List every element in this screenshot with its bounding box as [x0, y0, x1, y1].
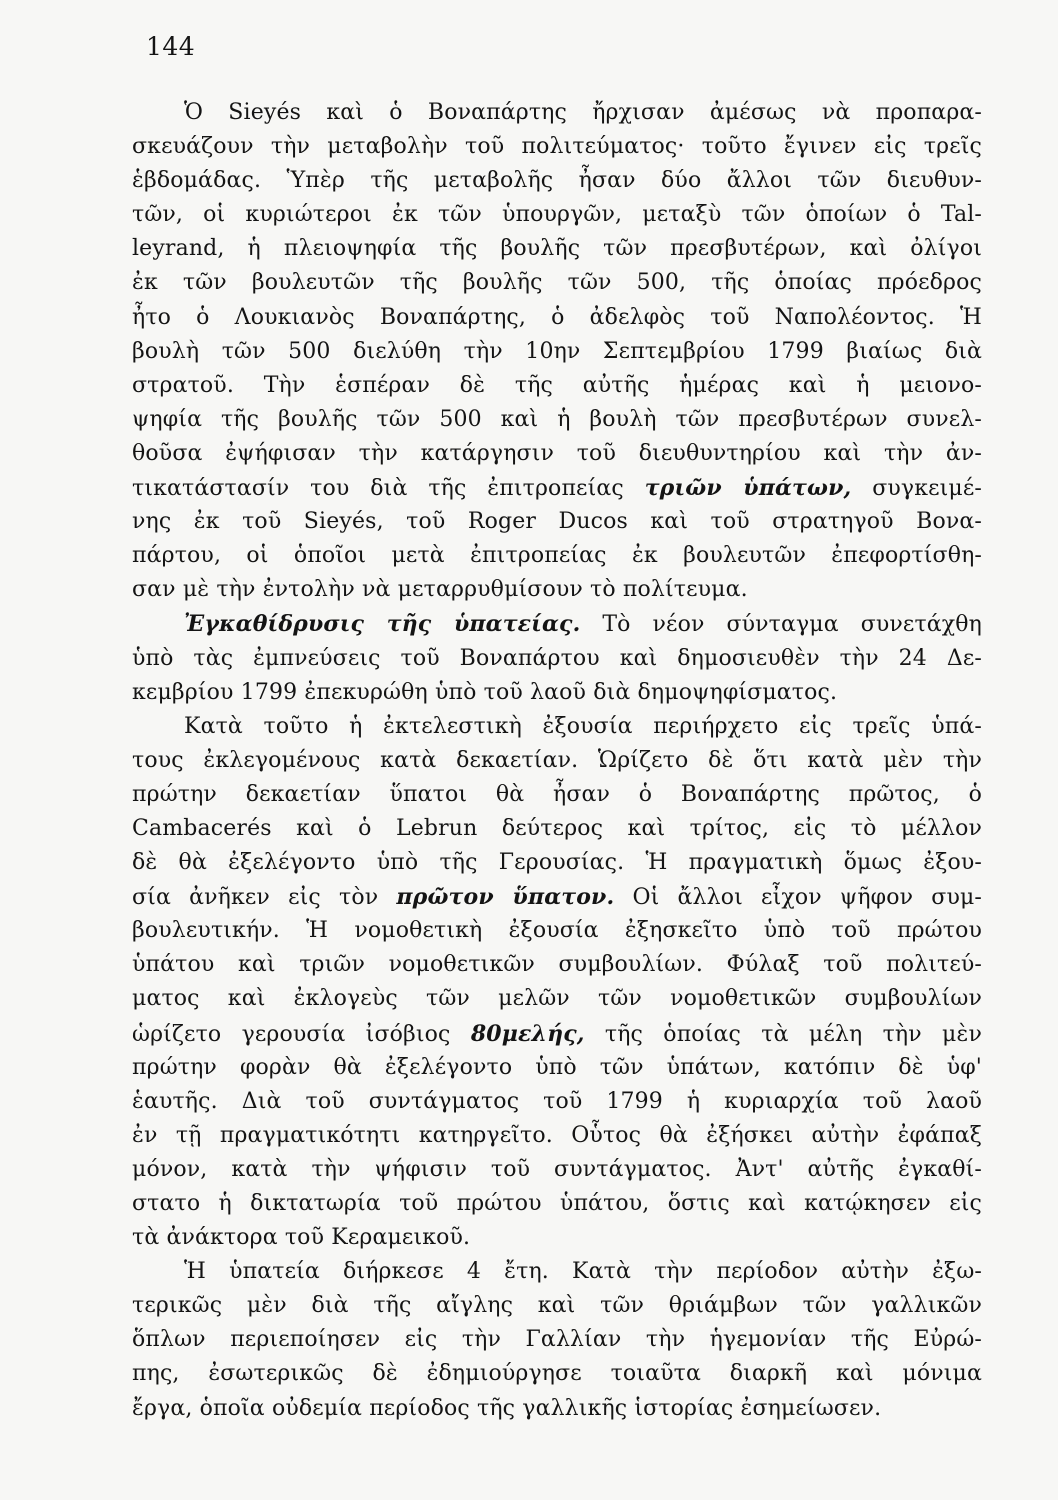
- text-segment: σαν μὲ τὴν ἐντολὴν νὰ μεταρρυθμίσουν τὸ πολίτευμα.: [132, 577, 748, 603]
- text-segment: ἐκ τῶν βουλευτῶν τῆς βουλῆς τῶν 500, τῆς ὁποίας πρόεδρος: [132, 270, 982, 296]
- text-segment: βουλευτικήν. Ἡ νομοθετικὴ ἐξουσία ἐξησκεῖτο ὑπὸ τοῦ πρώτου: [132, 918, 982, 944]
- emphasized-text: τριῶν ὑπάτων,: [644, 475, 852, 502]
- text-line: [132, 778, 982, 812]
- text-line: [132, 982, 982, 1016]
- text-line: [132, 1017, 982, 1051]
- text-line: [132, 1289, 982, 1323]
- text-line: [132, 471, 982, 505]
- text-line: [132, 335, 982, 369]
- text-segment: νης ἐκ τοῦ Sieyés, τοῦ Roger Ducos καὶ τοῦ στρατηγοῦ Βονα-: [132, 509, 982, 535]
- text-segment: σκευάζουν τὴν μεταβολὴν τοῦ πολιτεύματος· τοῦτο ἔγινεν εἰς τρεῖς: [132, 134, 982, 160]
- text-segment: συγκειμέ-: [851, 476, 983, 502]
- text-line: [132, 437, 982, 471]
- text-line: [132, 1255, 982, 1289]
- text-segment: ὅπλων περιεποίησεν εἰς τὴν Γαλλίαν τὴν ἡγεμονίαν τῆς Εὐρώ-: [132, 1327, 982, 1353]
- emphasized-text: Ἐγκαθίδρυσις τῆς ὑπατείας.: [184, 611, 581, 638]
- text-segment: τερικῶς μὲν διὰ τῆς αἴγλης καὶ τῶν θριάμβων τῶν γαλλικῶν: [132, 1293, 982, 1319]
- text-segment: ἐν τῇ πραγματικότητι κατηργεῖτο. Οὗτος θὰ ἐξήσκει αὐτὴν ἐφάπαξ: [132, 1122, 982, 1148]
- text-segment: ὑπὸ τὰς ἐμπνεύσεις τοῦ Βοναπάρτου καὶ δημοσιευθὲν τὴν 24 Δε-: [132, 645, 982, 671]
- text-segment: δὲ θὰ ἐξελέγοντο ὑπὸ τῆς Γερουσίας. Ἡ πραγματικὴ ὅμως ἐξου-: [132, 850, 982, 876]
- text-line: [132, 676, 982, 710]
- text-segment: Cambacerés καὶ ὁ Lebrun δεύτερος καὶ τρίτος, εἰς τὸ μέλλον: [132, 815, 982, 841]
- text-segment: Ὁ Sieyés καὶ ὁ Βοναπάρτης ἤρχισαν ἀμέσως νὰ προπαρα-: [184, 100, 982, 125]
- text-segment: πρώτην φορὰν θὰ ἐξελέγοντο ὑπὸ τῶν ὑπάτων, κατόπιν δὲ ὑφ': [132, 1054, 982, 1080]
- text-line: [132, 301, 982, 335]
- text-segment: ἦτο ὁ Λουκιανὸς Βοναπάρτης, ὁ ἀδελφὸς τοῦ Ναπολέοντος. Ἡ: [132, 304, 982, 330]
- text-segment: ἔργα, ὁποῖα οὐδεμία περίοδος τῆς γαλλικῆς ἱστορίας ἐσημείωσεν.: [132, 1395, 882, 1421]
- text-line: [132, 369, 982, 403]
- text-segment: ὡρίζετο γερουσία ἰσόβιος: [132, 1021, 471, 1047]
- text-line: [132, 96, 982, 130]
- text-line: [132, 1153, 982, 1187]
- text-segment: ματος καὶ ἐκλογεὺς τῶν μελῶν τῶν νομοθετικῶν συμβουλίων: [132, 986, 982, 1012]
- text-line: [132, 1221, 982, 1255]
- text-line: [132, 880, 982, 914]
- text-segment: τῆς ὁποίας τὰ μέλη τὴν μὲν: [584, 1021, 982, 1047]
- text-line: [132, 710, 982, 744]
- text-line: [132, 403, 982, 437]
- text-line: [132, 1119, 982, 1153]
- text-segment: ὑπάτου καὶ τριῶν νομοθετικῶν συμβουλίων. Φύλαξ τοῦ πολιτεύ-: [132, 952, 982, 978]
- text-segment: πης, ἐσωτερικῶς δὲ ἐδημιούργησε τοιαῦτα διαρκῆ καὶ μόνιμα: [132, 1361, 982, 1387]
- text-segment: θοῦσα ἐψήφισαν τὴν κατάργησιν τοῦ διευθυντηρίου καὶ τὴν ἀν-: [132, 440, 982, 466]
- text-segment: leyrand, ἡ πλειοψηφία τῆς βουλῆς τῶν πρεσβυτέρων, καὶ ὀλίγοι: [132, 236, 982, 262]
- text-segment: τῶν, οἱ κυριώτεροι ἐκ τῶν ὑπουργῶν, μεταξὺ τῶν ὁποίων ὁ Tal-: [132, 202, 982, 228]
- text-segment: Τὸ νέον σύνταγμα συνετάχθη: [580, 612, 982, 638]
- text-segment: ἑβδομάδας. Ὑπὲρ τῆς μεταβολῆς ἦσαν δύο ἄλλοι τῶν διευθυν-: [132, 168, 982, 194]
- text-segment: Οἱ ἄλλοι εἶχον ψῆφον συμ-: [614, 885, 982, 911]
- text-line: [132, 1323, 982, 1357]
- text-segment: μόνον, κατὰ τὴν ψήφισιν τοῦ συντάγματος. Ἀντ' αὐτῆς ἐγκαθί-: [132, 1156, 982, 1182]
- text-line: [132, 1357, 982, 1391]
- text-line: [132, 266, 982, 300]
- emphasized-text: πρῶτον ὕπατον.: [396, 884, 615, 911]
- text-segment: ἑαυτῆς. Διὰ τοῦ συντάγματος τοῦ 1799 ἡ κυριαρχία τοῦ λαοῦ: [132, 1088, 982, 1114]
- text-segment: Κατὰ τοῦτο ἡ ἐκτελεστικὴ ἐξουσία περιήρχετο εἰς τρεῖς ὑπά-: [184, 713, 982, 739]
- text-line: [132, 812, 982, 846]
- text-segment: Ἡ ὑπατεία διήρκεσε 4 ἔτη. Κατὰ τὴν περίοδον αὐτὴν ἐξω-: [184, 1259, 982, 1285]
- text-segment: βουλὴ τῶν 500 διελύθη τὴν 10ην Σεπτεμβρίου 1799 βιαίως διὰ: [132, 338, 982, 364]
- text-segment: τους ἐκλεγομένους κατὰ δεκαετίαν. Ὡρίζετο δὲ ὅτι κατὰ μὲν τὴν: [132, 747, 982, 773]
- text-line: [132, 164, 982, 198]
- text-line: [132, 914, 982, 948]
- emphasized-text: 80μελής,: [470, 1020, 585, 1047]
- text-segment: κεμβρίου 1799 ἐπεκυρώθη ὑπὸ τοῦ λαοῦ διὰ δημοψηφίσματος.: [132, 679, 838, 705]
- text-line: [132, 607, 982, 641]
- page-number: 144: [146, 32, 196, 61]
- text-segment: πρώτην δεκαετίαν ὕπατοι θὰ ἦσαν ὁ Βοναπάρτης πρῶτος, ὁ: [132, 781, 982, 807]
- text-line: [132, 846, 982, 880]
- text-line: [132, 505, 982, 539]
- text-line: [132, 1085, 982, 1119]
- text-segment: τὰ ἀνάκτορα τοῦ Κεραμεικοῦ.: [132, 1225, 471, 1251]
- text-line: [132, 1051, 982, 1085]
- text-line: [132, 198, 982, 232]
- text-segment: τικατάστασίν του διὰ τῆς ἐπιτροπείας: [132, 476, 645, 502]
- text-line: [132, 539, 982, 573]
- text-line: [132, 1187, 982, 1221]
- text-line: [132, 232, 982, 266]
- text-segment: στατο ἡ δικτατωρία τοῦ πρώτου ὑπάτου, ὅστις καὶ κατῴκησεν εἰς: [132, 1191, 982, 1216]
- text-segment: στρατοῦ. Τὴν ἑσπέραν δὲ τῆς αὐτῆς ἡμέρας καὶ ἡ μειονο-: [132, 372, 982, 398]
- text-line: [132, 130, 982, 164]
- text-segment: σία ἀνῆκεν εἰς τὸν: [132, 885, 397, 911]
- text-line: [132, 573, 982, 607]
- text-segment: πάρτου, οἱ ὁποῖοι μετὰ ἐπιτροπείας ἐκ βουλευτῶν ἐπεφορτίσθη-: [132, 543, 982, 569]
- text-line: [132, 744, 982, 778]
- text-segment: ψηφία τῆς βουλῆς τῶν 500 καὶ ἡ βουλὴ τῶν πρεσβυτέρων συνελ-: [132, 406, 982, 432]
- text-line: [132, 948, 982, 982]
- text-line: [132, 1392, 982, 1426]
- body-text: [132, 96, 982, 1426]
- text-line: [132, 642, 982, 676]
